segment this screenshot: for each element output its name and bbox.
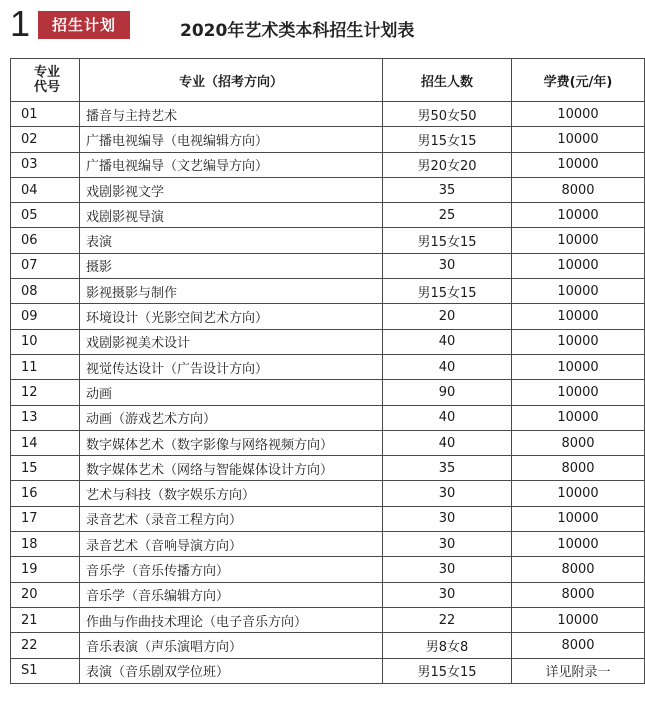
cell-major: 戏剧影视美术设计 xyxy=(80,329,383,354)
cell-quota: 男15女15 xyxy=(383,658,512,683)
cell-quota: 25 xyxy=(383,203,512,228)
column-header-quota: 招生人数 xyxy=(383,59,512,102)
cell-major: 录音艺术（音响导演方向） xyxy=(80,532,383,557)
cell-fee: 10000 xyxy=(512,405,645,430)
cell-quota: 35 xyxy=(383,456,512,481)
cell-fee: 10000 xyxy=(512,127,645,152)
table-row xyxy=(11,279,645,304)
code-header-line1: 专业 xyxy=(33,65,60,80)
cell-major: 数字媒体艺术（网络与智能媒体设计方向） xyxy=(80,456,383,481)
cell-major: 视觉传达设计（广告设计方向） xyxy=(80,354,383,379)
cell-fee: 10000 xyxy=(512,354,645,379)
page-header xyxy=(0,0,600,52)
cell-code: 14 xyxy=(11,430,80,455)
cell-major: 播音与主持艺术 xyxy=(80,102,383,127)
code-header-line2: 代号 xyxy=(33,80,60,95)
cell-major: 动画（游戏艺术方向） xyxy=(80,405,383,430)
cell-quota: 30 xyxy=(383,481,512,506)
cell-quota: 男15女15 xyxy=(383,228,512,253)
cell-fee: 8000 xyxy=(512,177,645,202)
cell-fee: 10000 xyxy=(512,380,645,405)
cell-quota: 40 xyxy=(383,329,512,354)
cell-fee: 10000 xyxy=(512,253,645,278)
cell-fee: 10000 xyxy=(512,279,645,304)
cell-quota: 20 xyxy=(383,304,512,329)
column-header-code xyxy=(11,59,80,102)
cell-code: 19 xyxy=(11,557,80,582)
cell-code: 05 xyxy=(11,203,80,228)
cell-code: 08 xyxy=(11,279,80,304)
cell-code: 20 xyxy=(11,582,80,607)
table-row xyxy=(11,481,645,506)
cell-code: 16 xyxy=(11,481,80,506)
cell-quota: 男8女8 xyxy=(383,633,512,658)
cell-fee: 10000 xyxy=(512,506,645,531)
table-row xyxy=(11,532,645,557)
cell-code: 22 xyxy=(11,633,80,658)
cell-code: 12 xyxy=(11,380,80,405)
table-row xyxy=(11,658,645,683)
cell-quota: 30 xyxy=(383,532,512,557)
table-body xyxy=(11,102,645,684)
table-row xyxy=(11,354,645,379)
cell-code: 11 xyxy=(11,354,80,379)
cell-quota: 90 xyxy=(383,380,512,405)
cell-code: 18 xyxy=(11,532,80,557)
cell-quota: 30 xyxy=(383,557,512,582)
cell-quota: 40 xyxy=(383,405,512,430)
cell-major: 戏剧影视导演 xyxy=(80,203,383,228)
cell-fee: 8000 xyxy=(512,582,645,607)
cell-major: 录音艺术（录音工程方向） xyxy=(80,506,383,531)
cell-quota: 男50女50 xyxy=(383,102,512,127)
cell-major: 广播电视编导（电视编辑方向） xyxy=(80,127,383,152)
table-row xyxy=(11,607,645,632)
cell-fee: 10000 xyxy=(512,532,645,557)
cell-major: 广播电视编导（文艺编导方向） xyxy=(80,152,383,177)
section-number: 1 xyxy=(10,3,31,44)
enrollment-plan-table xyxy=(10,58,645,684)
cell-code: 06 xyxy=(11,228,80,253)
cell-code: 15 xyxy=(11,456,80,481)
cell-quota: 40 xyxy=(383,354,512,379)
cell-major: 摄影 xyxy=(80,253,383,278)
cell-major: 戏剧影视文学 xyxy=(80,177,383,202)
table-row xyxy=(11,430,645,455)
cell-major: 表演 xyxy=(80,228,383,253)
cell-fee: 10000 xyxy=(512,102,645,127)
cell-fee: 10000 xyxy=(512,481,645,506)
table-row xyxy=(11,304,645,329)
section-tag: 招生计划 xyxy=(38,11,130,39)
cell-fee: 8000 xyxy=(512,430,645,455)
cell-major: 影视摄影与制作 xyxy=(80,279,383,304)
cell-fee: 10000 xyxy=(512,228,645,253)
cell-quota: 40 xyxy=(383,430,512,455)
header-row xyxy=(11,59,645,102)
cell-fee: 10000 xyxy=(512,152,645,177)
cell-quota: 男15女15 xyxy=(383,279,512,304)
table-row xyxy=(11,177,645,202)
cell-quota: 35 xyxy=(383,177,512,202)
cell-fee: 8000 xyxy=(512,633,645,658)
cell-quota: 30 xyxy=(383,506,512,531)
cell-code: 17 xyxy=(11,506,80,531)
cell-code: 04 xyxy=(11,177,80,202)
table-row xyxy=(11,582,645,607)
cell-major: 艺术与科技（数字娱乐方向） xyxy=(80,481,383,506)
cell-code: 01 xyxy=(11,102,80,127)
document-title: 2020年艺术类本科招生计划表 xyxy=(180,21,415,41)
cell-major: 作曲与作曲技术理论（电子音乐方向） xyxy=(80,607,383,632)
table-row xyxy=(11,557,645,582)
column-header-fee: 学费(元/年) xyxy=(512,59,645,102)
cell-major: 音乐学（音乐传播方向） xyxy=(80,557,383,582)
table-row xyxy=(11,228,645,253)
cell-fee: 8000 xyxy=(512,456,645,481)
cell-code: 10 xyxy=(11,329,80,354)
cell-code: 09 xyxy=(11,304,80,329)
cell-code: 02 xyxy=(11,127,80,152)
table-row xyxy=(11,329,645,354)
cell-quota: 男20女20 xyxy=(383,152,512,177)
cell-quota: 30 xyxy=(383,582,512,607)
cell-fee: 详见附录一 xyxy=(512,658,645,683)
cell-code: 03 xyxy=(11,152,80,177)
table-row xyxy=(11,405,645,430)
table-row xyxy=(11,203,645,228)
cell-fee: 10000 xyxy=(512,304,645,329)
cell-quota: 男15女15 xyxy=(383,127,512,152)
table-row xyxy=(11,506,645,531)
cell-major: 表演（音乐剧双学位班） xyxy=(80,658,383,683)
table-row xyxy=(11,253,645,278)
cell-code: S1 xyxy=(11,658,80,683)
cell-fee: 8000 xyxy=(512,557,645,582)
cell-code: 21 xyxy=(11,607,80,632)
cell-code: 13 xyxy=(11,405,80,430)
column-header-major: 专业（招考方向） xyxy=(80,59,383,102)
cell-code: 07 xyxy=(11,253,80,278)
cell-fee: 10000 xyxy=(512,607,645,632)
cell-quota: 22 xyxy=(383,607,512,632)
cell-major: 环境设计（光影空间艺术方向） xyxy=(80,304,383,329)
table-row xyxy=(11,152,645,177)
cell-major: 音乐学（音乐编辑方向） xyxy=(80,582,383,607)
table-row xyxy=(11,633,645,658)
cell-fee: 10000 xyxy=(512,203,645,228)
cell-major: 动画 xyxy=(80,380,383,405)
cell-quota: 30 xyxy=(383,253,512,278)
table-row xyxy=(11,380,645,405)
cell-major: 音乐表演（声乐演唱方向） xyxy=(80,633,383,658)
table-row xyxy=(11,102,645,127)
cell-major: 数字媒体艺术（数字影像与网络视频方向） xyxy=(80,430,383,455)
table-row xyxy=(11,456,645,481)
cell-fee: 10000 xyxy=(512,329,645,354)
table-row xyxy=(11,127,645,152)
table-header xyxy=(11,59,645,102)
